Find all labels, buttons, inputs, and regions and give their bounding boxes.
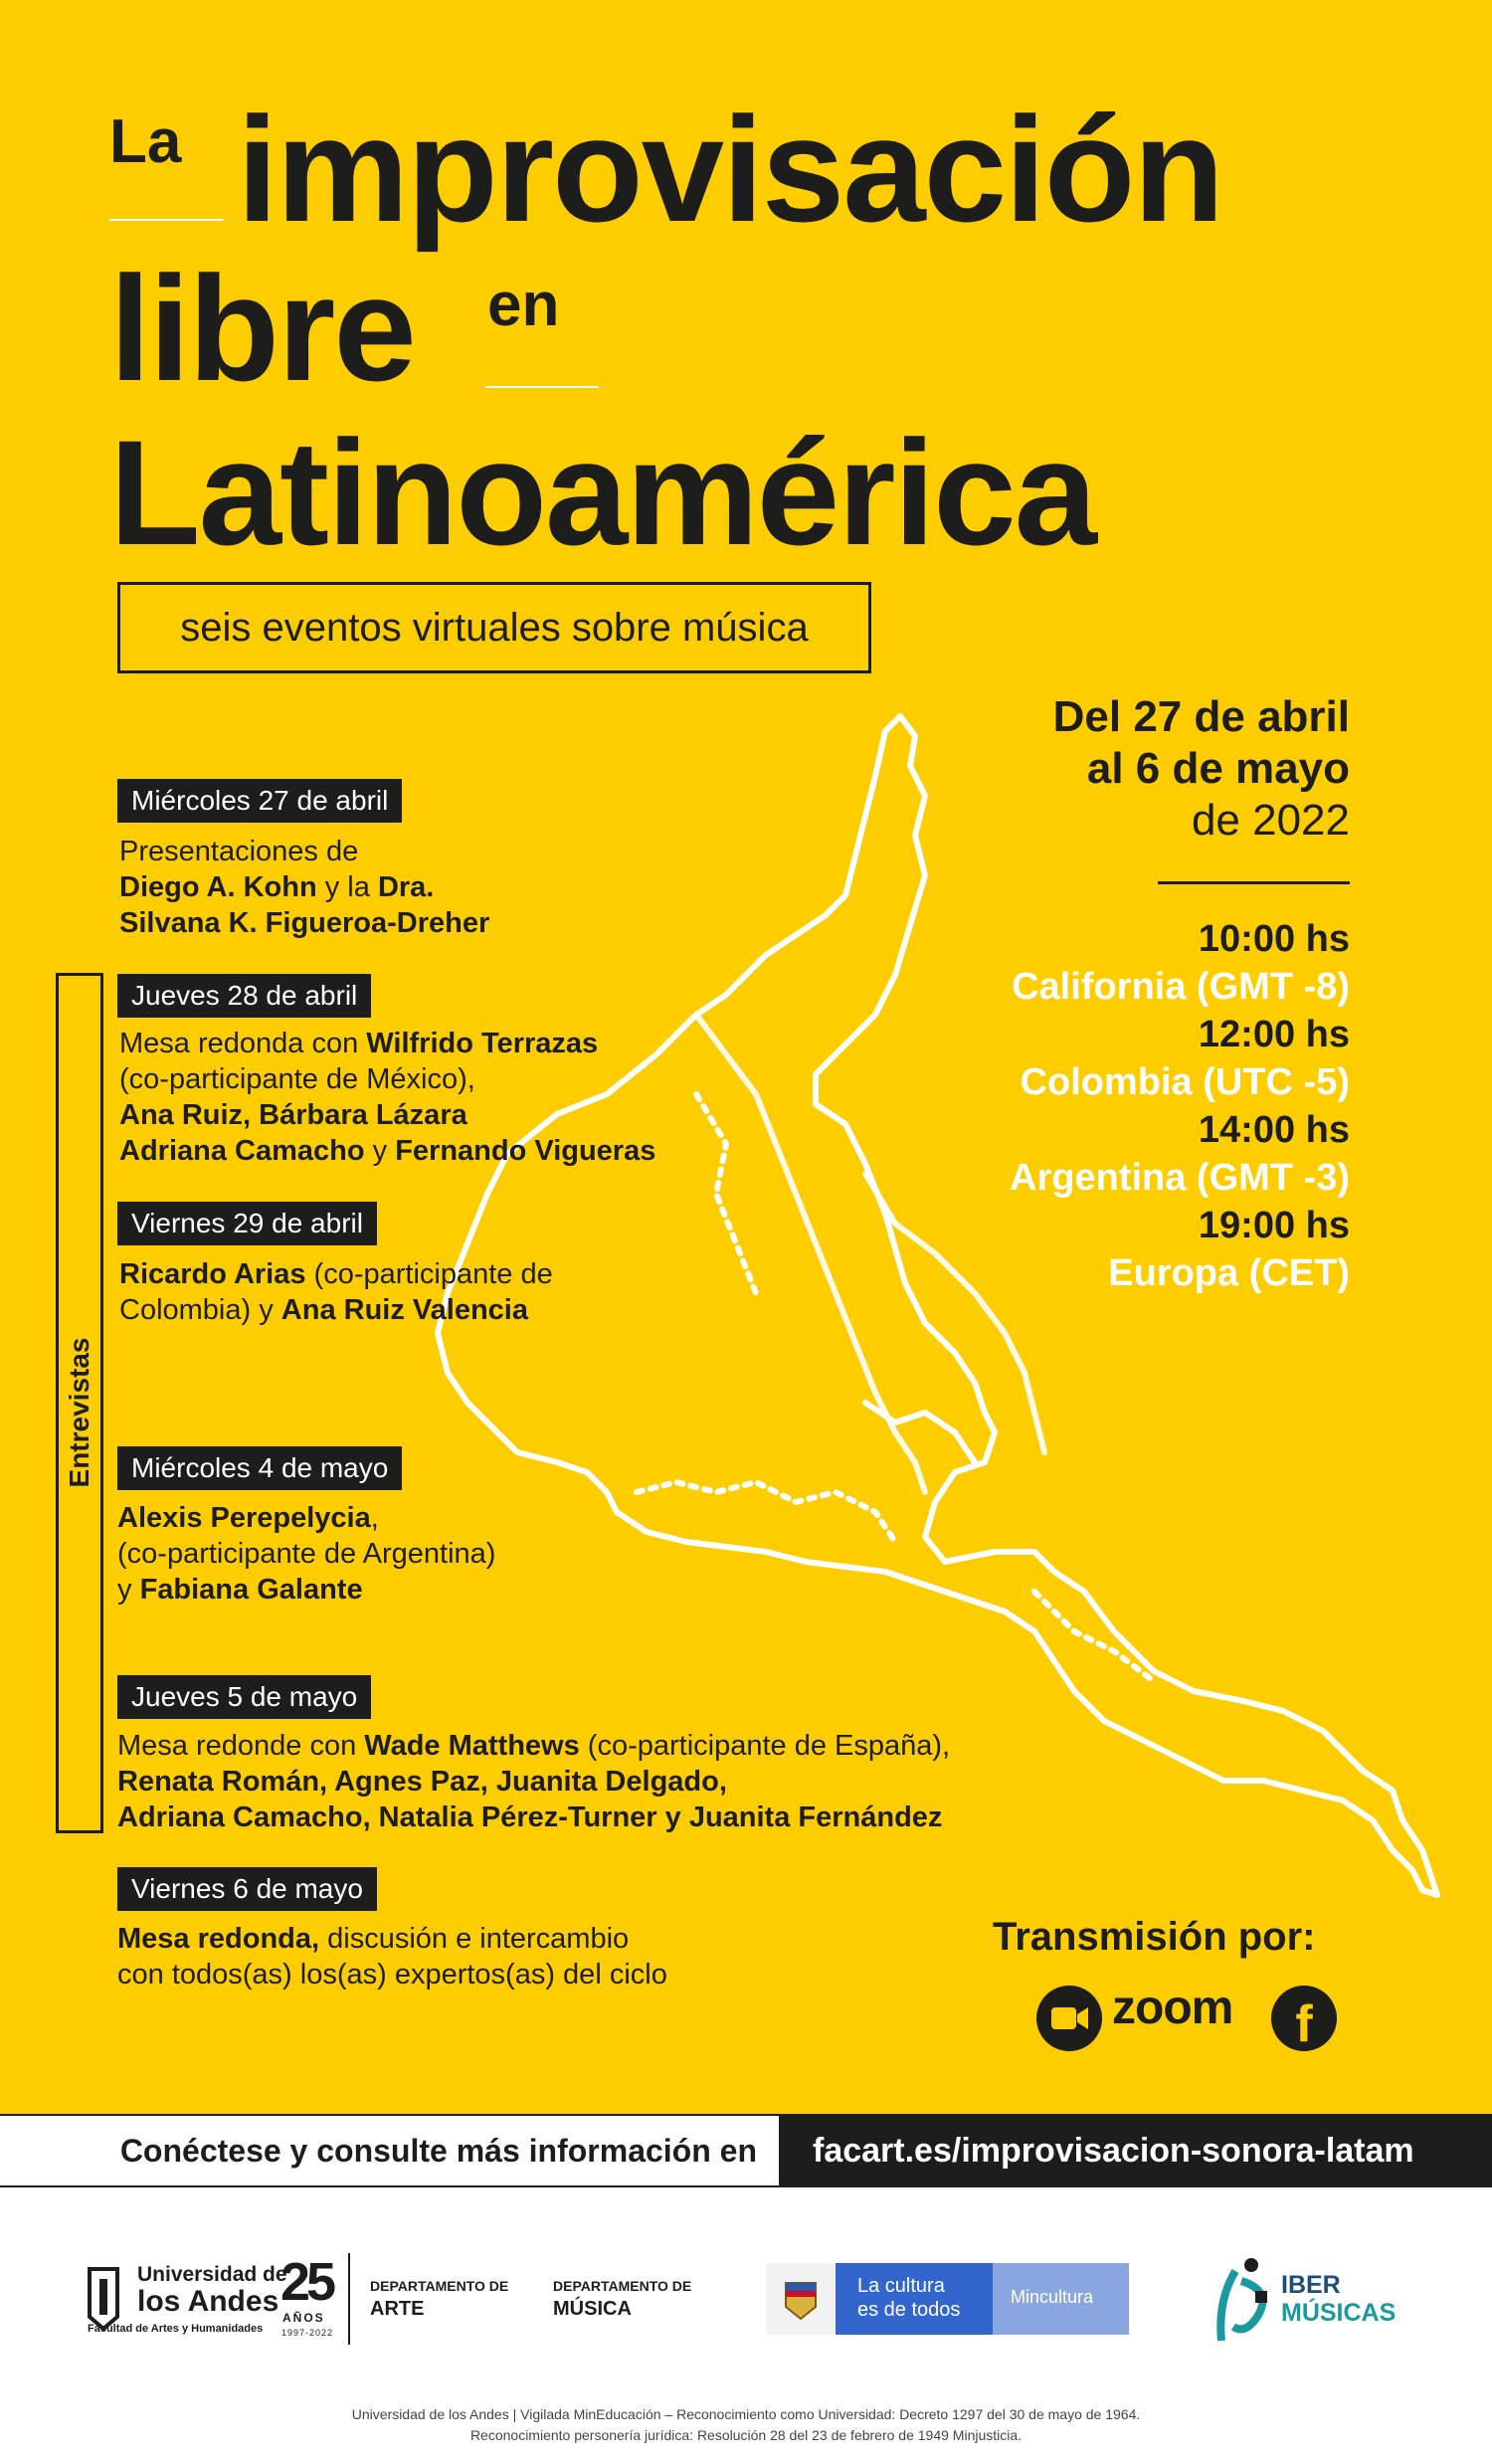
title-line-3: Latinoamérica [109, 409, 1096, 576]
event-text-line: Diego A. Kohn y la Dra. [119, 871, 435, 903]
title-underline-la [109, 219, 224, 221]
event-text-line: Mesa redonde con Wade Matthews (co-participante de España), [117, 1730, 951, 1762]
mincultura-name-box [993, 2263, 1129, 2335]
mincultura-banner [836, 2263, 993, 2335]
event-text-line: (co-participante de Argentina) [117, 1538, 496, 1570]
uniandes-faculty: Facultad de Artes y Humanidades [88, 2323, 264, 2335]
ibermusicas-word-2: MÚSICAS [1281, 2299, 1397, 2327]
schedule-time: 19:00 hs [1198, 1205, 1350, 1246]
event-text-line: Ricardo Arias (co-participante de [119, 1258, 553, 1290]
facebook-icon[interactable]: f [1271, 1986, 1337, 2051]
event-text-line: Silvana K. Figueroa-Dreher [119, 907, 490, 939]
ibermusicas-icon [1212, 2251, 1279, 2347]
transmission-label: Transmisión por: [993, 1915, 1316, 1959]
anniversary-word: AÑOS [282, 2311, 325, 2325]
mincultura-slogan-1: La cultura [857, 2275, 945, 2297]
title-line-2: libre [109, 245, 415, 412]
schedule-time: 14:00 hs [1198, 1109, 1350, 1151]
anniversary-number: 25 [280, 2252, 333, 2312]
logo-divider [348, 2253, 350, 2345]
zoom-logo[interactable]: zoom [1112, 1982, 1233, 2034]
footer-legal-line-1: Universidad de los Andes | Vigilada MinEducación – Reconocimiento como Universidad: Decreto 1297 del 30 de mayo de 1964. [351, 2406, 1141, 2422]
anniversary-years: 1997-2022 [281, 2328, 334, 2338]
event-description [119, 834, 489, 941]
uniandes-name-2: los Andes [137, 2285, 280, 2318]
subtitle-box [117, 582, 871, 673]
footer-legal-line-2: Reconocimiento personería jurídica: Resolución 28 del 23 de febrero de 1949 Minjusticia. [469, 2427, 1023, 2443]
schedule-zone: Argentina (GMT -3) [1010, 1157, 1350, 1199]
event-text-line: Alexis Perepelycia, [117, 1502, 379, 1534]
title-word-la: La [109, 107, 182, 176]
info-bar [0, 2114, 1492, 2187]
dates-line-3: de 2022 [1191, 796, 1350, 845]
event-description [117, 1728, 950, 1835]
event-text-line: Presentaciones de [119, 836, 359, 867]
event-text-line: con todos(as) los(as) expertos(as) del ciclo [117, 1959, 667, 1990]
schedule-zone: Colombia (UTC -5) [1020, 1061, 1350, 1103]
mincultura-slogan-2: es de todos [857, 2299, 961, 2321]
event-text-line: Mesa redonda con Wilfrido Terrazas [119, 1028, 599, 1059]
title-underline-en [485, 386, 599, 388]
event-text-line: Mesa redonda, discusión e intercambio [117, 1923, 630, 1955]
dept-arte-name: ARTE [370, 2298, 425, 2320]
zoom-camera-icon[interactable] [1036, 1986, 1102, 2051]
dept-arte-label: DEPARTAMENTO DE [370, 2278, 509, 2294]
info-bar-left [0, 2114, 779, 2187]
ibermusicas-word-1: IBER [1281, 2271, 1341, 2299]
interviews-label: Entrevistas [64, 1337, 94, 1488]
event-date-label: Miércoles 27 de abril [117, 779, 402, 823]
schedule-zone: Europa (CET) [1108, 1252, 1350, 1294]
schedule-zone: California (GMT -8) [1012, 966, 1350, 1008]
event-text-line: Ana Ruiz, Bárbara Lázara [119, 1099, 467, 1131]
schedule-time: 10:00 hs [1198, 918, 1350, 960]
event-date-label: Jueves 28 de abril [117, 974, 371, 1018]
mincultura-name: Mincultura [1011, 2287, 1094, 2307]
schedule-time: 12:00 hs [1198, 1014, 1350, 1055]
info-url-link[interactable]: facart.es/improvisacion-sonora-latam [813, 2132, 1414, 2170]
sponsor-logos [0, 2187, 1492, 2464]
event-text-line: Renata Román, Agnes Paz, Juanita Delgado, [117, 1766, 727, 1798]
title-word-en: en [487, 271, 560, 339]
dept-musica-label: DEPARTAMENTO DE [553, 2278, 692, 2294]
colombia-coat-of-arms-icon [766, 2263, 836, 2335]
event-description [117, 1921, 667, 1992]
info-bar-right[interactable] [779, 2114, 1492, 2187]
event-text-line: Colombia) y Ana Ruiz Valencia [119, 1294, 528, 1326]
title-line-1: improvisación [237, 86, 1222, 253]
dates-divider [1158, 881, 1350, 884]
dates-line-1: Del 27 de abril [1052, 692, 1350, 741]
dept-musica-name: MÚSICA [553, 2298, 632, 2320]
event-text-line: Adriana Camacho, Natalia Pérez-Turner y Juanita Fernández [117, 1801, 943, 1833]
event-date-label: Jueves 5 de mayo [117, 1675, 371, 1719]
dates-line-2: al 6 de mayo [1086, 744, 1350, 793]
event-description [119, 1256, 553, 1328]
event-dates [1053, 691, 1350, 847]
event-text-line: Adriana Camacho y Fernando Vigueras [119, 1135, 656, 1167]
event-text-line: y Fabiana Galante [117, 1574, 363, 1606]
event-date-label: Viernes 29 de abril [117, 1202, 377, 1245]
subtitle-text: seis eventos virtuales sobre música [180, 605, 809, 650]
uniandes-name-1: Universidad de [137, 2263, 287, 2286]
event-text-line: (co-participante de México), [119, 1063, 475, 1095]
event-date-label: Miércoles 4 de mayo [117, 1446, 402, 1490]
event-description [119, 1026, 655, 1169]
schedule-times [1010, 915, 1350, 1297]
event-date-label: Viernes 6 de mayo [117, 1867, 377, 1911]
info-bar-text: Conéctese y consulte más información en [119, 2133, 757, 2169]
event-description [117, 1500, 495, 1608]
